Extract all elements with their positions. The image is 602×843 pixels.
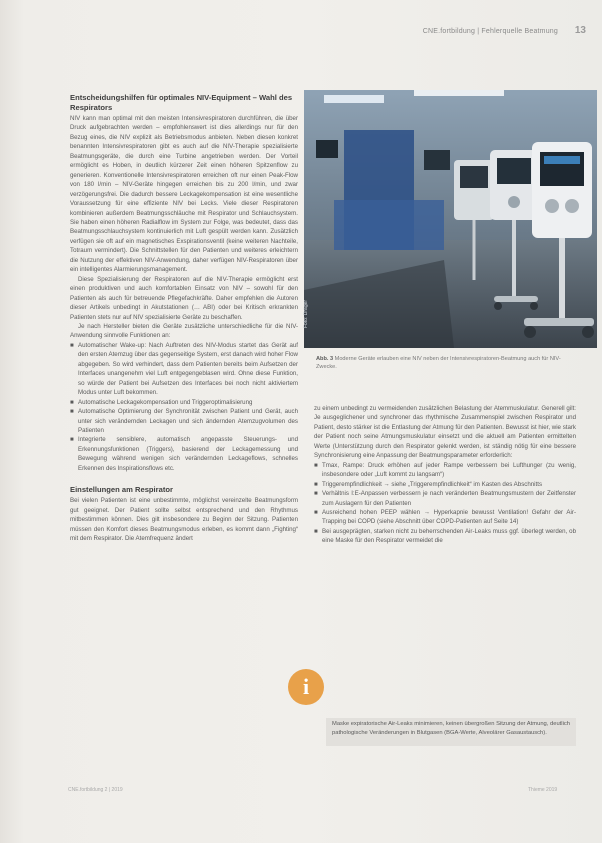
adjustment-list [314, 461, 576, 546]
caption-label: Abb. 3 [316, 356, 334, 362]
paragraph: zu einem unbedingt zu vermeidenden zusätzlichen Belastung der Atemmuskulatur. Generell gilt: Je ausgeglichener und synchroner das rhythmische Zusammenspiel zwischen Respirator und Patient, desto stärker ist die Entlastung der Atmung für den Patienten. Bewusst ist hier, wie stark der Patient noch seine Atmungsmuskulatur einsetzt und die aktuell am Patienten ermittelten Werte (Unterstützung durch den Respirator gelenkt werden, ist ständig nötig für eine bessere Synchronisierung eine Anpassung der Beatmungsparameter erforderlich: [314, 405, 576, 460]
list-item: ■ Bei ausgeprägten, starken nicht zu beherrschenden Air-Leaks muss ggf. überlegt werden, ob eine Maske für den Respirator vermeidet die [314, 527, 576, 545]
arrow-bullet-icon: ■ [70, 398, 74, 406]
arrow-bullet-icon: ■ [70, 341, 74, 349]
figure-caption [316, 355, 572, 371]
paragraph: Diese Spezialisierung der Respiratoren auf die NIV-Therapie ermöglicht erst einen produktiven und auch komfortablen Einsatz von NIV – sowohl für den Patienten als auch für betreuende Pflegefachkräfte. Daher empfehlen die Autoren dieser Artikels unbedingt in Akutstationen (… ABI) oder bei Kritisch erkrankten Patienten stets nur auf NIV spezialisierte Geräte zu beschaffen. [70, 275, 298, 321]
arrow-bullet-icon: ■ [314, 480, 318, 488]
icu-ventilators-image [304, 90, 597, 348]
arrow-bullet-icon: ■ [314, 508, 318, 516]
arrow-bullet-icon: ■ [314, 527, 318, 535]
footer-right: Thieme 2019 [528, 787, 558, 793]
footer-left: CNE.fortbildung 2 | 2019 [68, 787, 123, 793]
list-item: ■ Automatische Optimierung der Synchronität zwischen Patient und Gerät, auch unter sich verändernden Leckagen und sich ändernden Atemzugvolumen des Patienten [70, 408, 298, 434]
photo-credit: Foto: Dräger [303, 299, 309, 328]
list-item: ■ Ausreichend hohen PEEP wählen → Hyperkapnie bewusst Ventilation! Gefahr der Air-Trapping bei COPD (siehe Abschnitt über COPD-Patienten auf Seite 14) [314, 508, 576, 526]
list-item: ■ Tmax, Rampe: Druck erhöhen auf jeder Rampe verbessern bei Lufthunger (zu wenig, insbesondere oder „Luft kommt zu langsam“) [314, 461, 576, 479]
list-item: ■ Automatischer Wake-up: Nach Auftreten des NIV-Modus startet das Gerät auf den ersten Atemzug über das gegenseitige System, erst danach wird hoher Flow abgegeben. So wird verhindert, dass dem Patienten bereits beim Aufsetzen der Interfaces unangenehm viel Luft entgegengeblasen wird. Ohne diese Funktion, so würde der Patient bei Aufsetzen des Interfaces bei noch nicht aktiviertem Modus unter Luft bekommen. [70, 341, 298, 397]
paragraph: Je nach Hersteller bieten die Geräte zusätzliche unterschiedliche für die NIV-Anwendung sinnvolle Funktionen an: [70, 322, 298, 340]
section-heading: Entscheidungshilfen für optimales NIV-Equipment – Wahl des Respirators [70, 93, 293, 112]
paragraph: Bei vielen Patienten ist eine unbestimmte, möglichst vereinzelte Beatmungsform gut geeignet. Der Patient sollte selbst entsprechend und den Rhythmus mitbestimmen können. Dies gilt insbesondere zu Beginn der Sitzung. Patienten müssen den Komfort dieses Beatmungsmodus erleben, es kommt dann „Fighting“ mit dem Respirator. Die Atemfrequenz ändert [70, 497, 298, 543]
list-item: ■ Integrierte sensiblere, automatisch angepasste Steuerungs- und Erkennungsfunktionen (Triggers), basierend der Leckagemessung und Bewegung während wenigen sich verändernden Leckageflows, schnelles Erkennen des Inspirationsflows etc. [70, 436, 298, 472]
right-column [314, 404, 576, 546]
list-item: ■ Verhältnis I:E-Anpassen verbessern je nach veränderten Beatmungsmustern der Zeitfenster zum Auslagern für den Patienten [314, 490, 576, 507]
running-header: CNE.fortbildung | Fehlerquelle Beatmung [422, 28, 558, 35]
info-box [326, 718, 576, 746]
section-heading: Einstellungen am Respirator [70, 485, 173, 495]
left-column [70, 93, 298, 543]
list-item: ■ Triggerempfindlichkeit → siehe „Triggerempfindlichkeit“ im Kasten des Abschnitts [314, 480, 543, 488]
list-item: ■ Automatische Leckagekompensation und Triggeroptimalisierung [70, 398, 253, 406]
arrow-bullet-icon: ■ [70, 436, 74, 444]
page-number: 13 [574, 25, 586, 36]
figure-photo [304, 90, 597, 348]
info-icon: i [288, 669, 324, 705]
paragraph: NIV kann man optimal mit den meisten Intensivrespiratoren durchführen, die über Druck aufgebrachten werden – empfohlenswert ist dies allerdings nur für den Bezug eines, die NIV explizit als Betriebsmodus anbieten. Neben diesen konkret benannten Intensivrespiratoren gibt es auch auf die NIV-Therapie spezialisierte Beatmungsgeräte, die durch eine Turbine angetrieben werden. Der Vorteil ermöglicht es Hoben, in deutlich kürzerer Zeit einen höheren Spitzenflow zu generieren. Konventionelle Intensivrespiratoren erreichen oft nur einen Peak-Flow von 180 l/min – NIV-Geräte hingegen erreichen bis zu 200 l/min, und zwar verzögerungsfrei. Die dadurch bessere Leckagekompensation ist eine wesentliche Voraussetzung für eine effiziente NIV bei Lecks. Viele dieser Respiratoren kombinieren außerdem Beatmungsschläuche mit Respirator und Schlauchsystem. Sie haben einen höheren Radialflow im System zur Folge, was bedeutet, dass das Beatmungsschlauchsystem kontinuierlich mit Luft gespült werden kann. Zusätzlich verfügen sie oft auf ein magnetisches Exspirationsventil (keine weiteren Nachteile, Totraum vermindert). Die Schnittstellen für den Patienten und weiteres erleichtern die Nutzung der effektiven NIV-Anwendung, daher verfügen NIV-Respiratoren über ein intelligentes Alarmierungsmanagement. [70, 115, 298, 274]
function-list [70, 341, 298, 473]
arrow-bullet-icon: ■ [70, 408, 74, 416]
arrow-bullet-icon: ■ [314, 490, 318, 498]
caption-text: Moderne Geräte erlauben eine NIV neben der Intensivrespiratoren-Beatmung auch für NIV-Zwecke. [316, 356, 561, 370]
arrow-bullet-icon: ■ [314, 461, 318, 469]
info-text: Maske expiratorische Air-Leaks minimieren, keinen übergroßen Sitzung der Atmung, deutlich pathologische Veränderungen in Blutgasen (BGA-Werte, Alveolärer Gasaustausch). [332, 721, 570, 736]
